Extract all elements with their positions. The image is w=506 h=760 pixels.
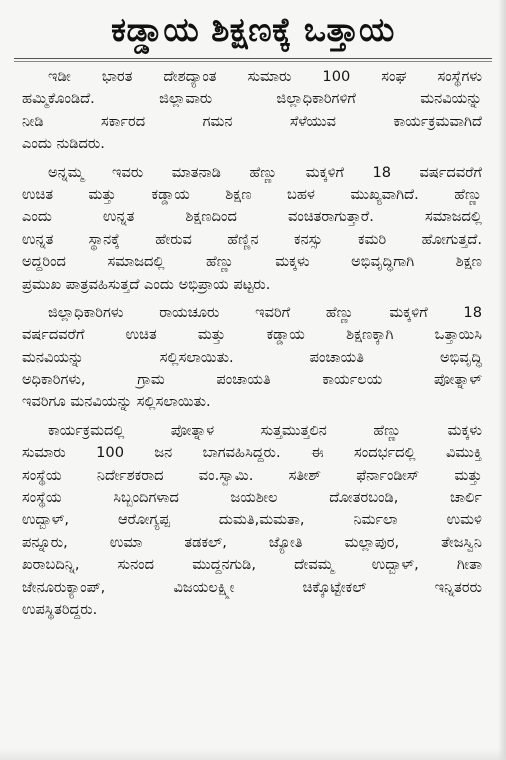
headline: ಕಡ್ಡಾಯ ಶಿಕ್ಷಣಕ್ಕೆ ಒತ್ತಾಯ <box>111 10 395 49</box>
article-line: ಪನ್ನೂರು, ಉಮಾ ತಡಕಲ್, ಜ್ಯೋತಿ ಮಲ್ಲಾಪುರ, ತೇಜಸ್ವಿನಿ <box>22 533 482 551</box>
article-paragraph <box>22 162 482 296</box>
article-line: ಖರಾಬದಿನ್ನಿ, ಸುನಂದ ಮುದ್ದನಗುಡಿ, ದೇವಮ್ಮ ಉದ್ಬಾಳ್, ಗೀತಾ <box>22 556 482 574</box>
article-line: ಜೇನೂರುಕ್ಯಾಂಪ್, ವಿಜಯಲಕ್ಷ್ಮೀ ಚಿಕ್ಕೊಟ್ಟೇಕಲ್ ಇನ್ನಿತರರು <box>22 578 482 596</box>
article-line: ಹಮ್ಮಿಕೊಂಡಿದೆ. ಜಿಲ್ಲಾವಾರು ಜಿಲ್ಲಾಧಿಕಾರಿಗಳಿಗೆ ಮನವಿಯನ್ನು <box>22 90 482 108</box>
article-line: ಸಂಸ್ಥೆಯ ನಿರ್ದೇಶಕರಾದ ವಂ.ಸ್ವಾಮಿ. ಸತೀಶ್ ಫೆರ್ನಾಂಡೀಸ್ ಮತ್ತು <box>22 466 482 484</box>
article-line: ಸುಮಾರು 100 ಜನ ಬಾಗವಹಿಸಿದ್ದರು. ಈ ಸಂದರ್ಭದಲ್ಲಿ ವಿಮುಕ್ತಿ <box>22 444 482 462</box>
article-line: ಮನವಿಯನ್ನು ಸಲ್ಲಿಸಲಾಯಿತು. ಪಂಚಾಯತಿ ಅಭಿವೃದ್ಧಿ <box>22 348 482 366</box>
headline-rule-secondary <box>14 61 492 62</box>
article-line: ಉಚಿತ ಮತ್ತು ಕಡ್ಡಾಯ ಶಿಕ್ಷಣ ಬಹಳ ಮುಖ್ಯವಾಗಿದೆ. ಹೆಣ್ಣು <box>22 185 482 203</box>
article-line: ಕಾರ್ಯಕ್ರಮದಲ್ಲಿ ಪೋತ್ನಾಳ ಸುತ್ತಮುತ್ತಲಿನ ಹೆಣ್ಣು ಮಕ್ಕಳು <box>48 421 482 439</box>
article-line: ಉದ್ಬಾಳ್, ಆರೋಗ್ಯಪ್ಪ ದುಮತಿ,ಮಮತಾ, ನಿರ್ಮಲಾ ಉಮಳಿ <box>22 511 482 529</box>
scan-edge-shadow <box>498 0 506 760</box>
article-line: ವರ್ಷದವರೆಗೆ ಉಚಿತ ಮತ್ತು ಕಡ್ಡಾಯ ಶಿಕ್ಷಣಕ್ಕಾಗಿ ಒತ್ತಾಯಿಸಿ <box>22 326 482 344</box>
article-paragraph <box>22 302 482 414</box>
article-line: ಅಧಿಕಾರಿಗಳು, ಗ್ರಾಮ ಪಂಚಾಯತಿ ಕಾರ್ಯಲಯ ಪೋತ್ನಾಳ್ <box>22 371 482 389</box>
article-body <box>22 66 482 621</box>
article-line: ಇವರಿಗೂ ಮನವಿಯನ್ನು ಸಲ್ಲಿಸಲಾಯಿತು. <box>22 393 211 411</box>
article-line: ನೀಡಿ ಸರ್ಕಾರದ ಗಮನ ಸೆಳೆಯುವ ಕಾರ್ಯಕ್ರಮವಾಗಿದೆ <box>22 112 482 130</box>
article-line: ಅನ್ನಮ್ಮ ಇವರು ಮಾತನಾಡಿ ಹೆಣ್ಣು ಮಕ್ಕಳಿಗೆ 18 ವರ್ಷದವರೆಗೆ <box>48 163 482 181</box>
article-paragraph <box>22 66 482 156</box>
article-line: ಅದ್ದರಿಂದ ಸಮಾಜದಲ್ಲಿ ಹೆಣ್ಣು ಮಕ್ಕಳು ಅಭಿವೃದ್ಧಿಗಾಗಿ ಶಿಕ್ಷಣ <box>22 253 482 271</box>
article-line: ಪ್ರಮುಖ ಪಾತ್ರವಹಿಸುತ್ತದೆ ಎಂದು ಅಭಿಪ್ರಾಯ ಪಟ್ಟರು. <box>22 275 271 293</box>
article-line: ಎಂದು ಉನ್ನತ ಶಿಕ್ಷಣದಿಂದ ವಂಚಿತರಾಗುತ್ತಾರೆ. ಸಮಾಜದಲ್ಲಿ <box>22 208 482 226</box>
headline-rule <box>14 58 492 59</box>
article-line: ಉಪಸ್ಥಿತರಿದ್ದರು. <box>22 600 98 618</box>
article-line: ಉನ್ನತ ಸ್ಥಾನಕ್ಕೆ ಹೇರುವ ಹೆಣ್ಣಿನ ಕನಸ್ಸು ಕಮರಿ ಹೋಗುತ್ತದೆ. <box>22 230 482 248</box>
article-line: ಜಿಲ್ಲಾಧಿಕಾರಿಗಳು ರಾಯಚೂರು ಇವರಿಗೆ ಹೆಣ್ಣು ಮಕ್ಕಳಿಗೆ 18 <box>48 303 482 321</box>
scan-bottom-edge <box>0 748 506 760</box>
article-paragraph <box>22 420 482 622</box>
article-line: ಸಂಸ್ಥೆಯ ಸಿಬ್ಬಂದಿಗಳಾದ ಜಯಶೀಲ ದೋತರಬಂಡಿ, ಚಾರ್ಲಿ <box>22 489 482 507</box>
article-line: ಎಂದು ನುಡಿದರು. <box>22 135 105 153</box>
article-line: ಇಡೀ ಭಾರತ ದೇಶದ್ಯಾಂತ ಸುಮಾರು 100 ಸಂಘ ಸಂಸ್ಥೆಗಳು <box>48 68 482 85</box>
